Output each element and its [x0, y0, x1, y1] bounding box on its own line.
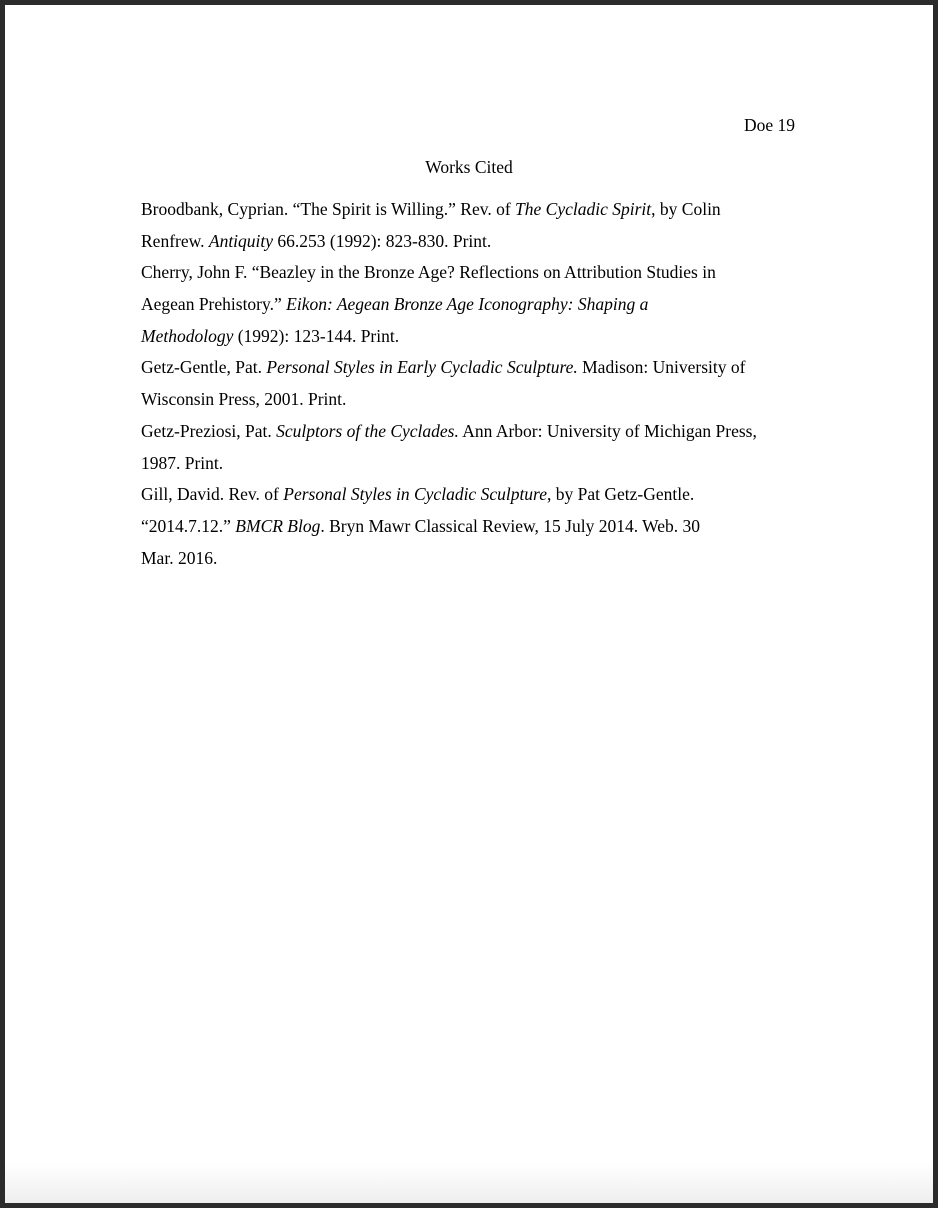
- works-cited-list: [141, 199, 801, 579]
- page-bottom-shadow: [5, 1163, 933, 1203]
- citation-text: Mar. 2016.: [141, 547, 218, 568]
- citation-italic-text: Personal Styles in Cycladic Sculpture: [283, 484, 547, 505]
- citation-text: Getz-Gentle, Pat.: [141, 357, 267, 378]
- citation-entry: [141, 474, 801, 579]
- citation-entry: [141, 347, 801, 420]
- citation-text: Madison: University of: [577, 357, 746, 378]
- citation-text: Cherry, John F. “Beazley in the Bronze Age? Reflections on Attribution Studies in: [141, 262, 716, 283]
- running-head: Doe 19: [743, 115, 795, 135]
- citation-text: Broodbank, Cyprian. “The Spirit is Willing.” Rev. of: [141, 199, 516, 219]
- citation-italic-text: Antiquity: [208, 230, 274, 251]
- citation-text: . Bryn Mawr Classical Review, 15 July 2014. Web. 30: [320, 515, 701, 536]
- citation-text: Aegean Prehistory.”: [141, 294, 287, 315]
- citation-italic-text: BMCR Blog: [235, 515, 321, 536]
- citation-line: [141, 411, 801, 453]
- citation-italic-text: Personal Styles in Early Cycladic Sculpture.: [266, 357, 578, 378]
- citation-text: 66.253 (1992): 823-830. Print.: [273, 230, 492, 251]
- document-page: [5, 5, 933, 1203]
- citation-italic-text: Eikon: Aegean Bronze Age Iconography: Shaping a: [286, 294, 649, 315]
- citation-entry: [141, 411, 801, 484]
- citation-text: Getz-Preziosi, Pat.: [141, 420, 277, 441]
- citation-italic-text: Methodology: [141, 325, 234, 346]
- citation-text: Gill, David. Rev. of: [141, 484, 284, 505]
- citation-entry: [141, 189, 801, 262]
- citation-text: 1987. Print.: [141, 452, 224, 473]
- citation-italic-text: The Cycladic Spirit: [515, 199, 652, 219]
- citation-italic-text: Sculptors of the Cyclades.: [276, 420, 459, 441]
- citation-text: Wisconsin Press, 2001. Print.: [141, 389, 347, 410]
- citation-text: Ann Arbor: University of Michigan Press,: [458, 420, 757, 441]
- citation-text: (1992): 123-144. Print.: [233, 325, 400, 346]
- citation-text: , by Pat Getz-Gentle.: [547, 484, 695, 505]
- citation-text: Renfrew.: [141, 230, 209, 251]
- citation-entry: [141, 252, 801, 357]
- citation-text: “2014.7.12.”: [141, 515, 236, 536]
- works-cited-title: Works Cited: [425, 157, 513, 177]
- citation-text: , by Colin: [651, 199, 721, 219]
